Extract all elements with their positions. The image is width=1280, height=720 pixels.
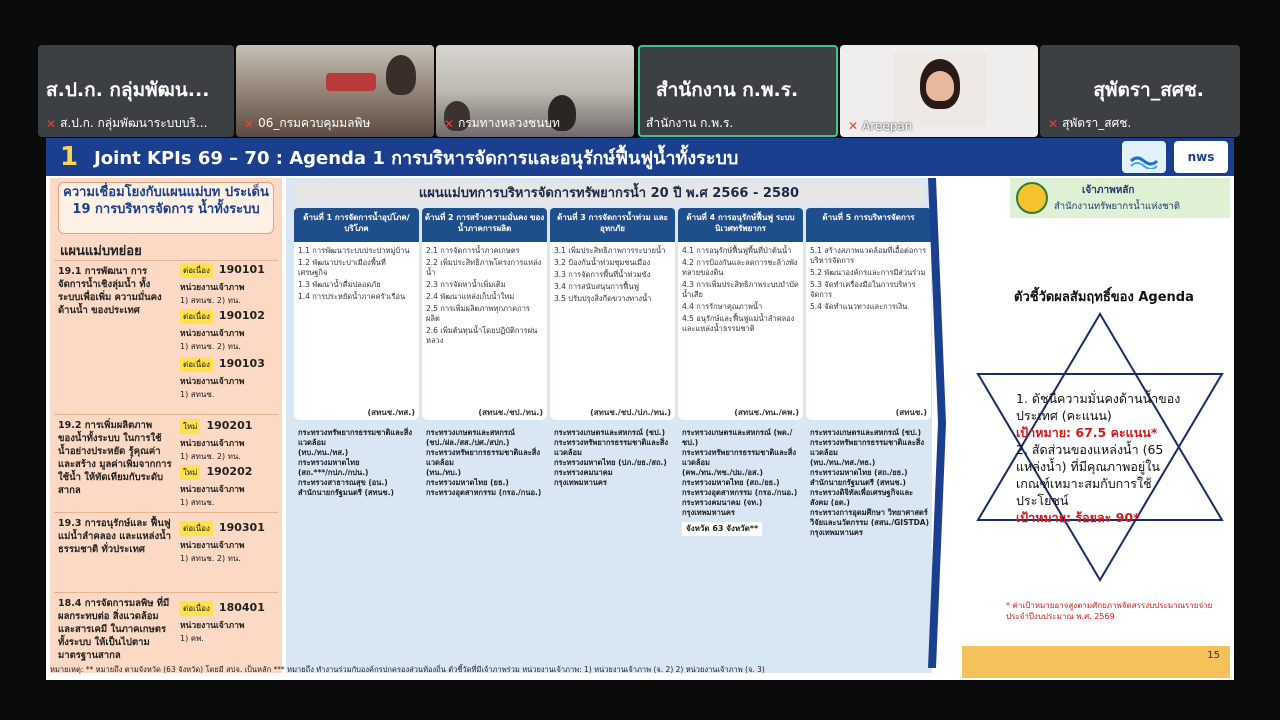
column-body: 2.1 การจัดการน้ำภาคเกษตร 2.2 เพิ่มประสิทธิภาพโครงการแหล่งน้ำ 2.3 การจัดหาน้ำเพิ่มเติม 2.4 พัฒนาแหล่งเก็บน้ำใหม่ 2.5 การเพิ่มผลิตภาพทุกภาคการผลิต 2.6 เพิ่มต้นทุนน้ำโดยปฏิบัติการฝนหลวง (สทนช./ชป./ทน.) <box>422 242 547 420</box>
column-agency-tag: (สทนช./ชป./ปภ./ทน.) <box>590 408 671 417</box>
column-heading: ด้านที่ 2 การสร้างความมั่นคง ของน้ำภาคการผลิต <box>422 208 547 242</box>
slide-title: Joint KPIs 69 – 70 : Agenda 1 การบริหารจัดการและอนุรักษ์ฟื้นฟูน้ำทั้งระบบ <box>94 147 739 169</box>
page-number: 15 <box>1207 650 1220 661</box>
arrow-divider <box>928 178 948 668</box>
agency-seal-icon <box>1016 182 1048 214</box>
column-heading: ด้านที่ 4 การอนุรักษ์ฟื้นฟู ระบบนิเวศทรัพยากร <box>678 208 803 242</box>
kpi-footnote: * ค่าเป้าหมายอาจสูงตามศักยภาพจัดสรรงบประมาณรายจ่ายประจำปีงบประมาณ พ.ศ. 2569 <box>1006 601 1213 621</box>
sub-plan-text: 19.3 การอนุรักษ์และ ฟื้นฟูแม่น้ำลำคลอง และแหล่งน้ำธรรมชาติ ทั่วประเทศ <box>58 518 171 555</box>
mic-off-icon: ✕ <box>46 116 57 131</box>
sub-plan-row <box>54 592 278 672</box>
column-body: 4.1 การอนุรักษ์ฟื้นฟูพื้นที่ป่าต้นน้ำ 4.2 การป้องกันและลดการชะล้างพังทลายของดิน 4.3 การเพิ่มประสิทธิภาพระบบบำบัดน้ำเสีย 4.4 การรักษาคุณภาพน้ำ 4.5 อนุรักษ์และฟื้นฟูแม่น้ำลำคลองและแหล่งน้ำธรรมชาติ (สทนช./ทน./คพ.) <box>678 242 803 420</box>
slide-footnote: หมายเหตุ: ** หมายถึง ตามจังหวัด (63 จังหวัด) โดยมี สปจ. เป็นหลัก *** หมายถึง ทำงานร่วมกับองค์กรปกครองส่วนท้องถิ่น ตัวชี้วัดที่มีเจ้าภาพร่วม หน่วยงานเจ้าภาพ: 1) หน่วยงานเจ้าภาพ (จ. 2) 2) หน่วยงานเจ้าภาพ (จ. 3) <box>50 665 765 674</box>
participant-video <box>894 53 986 127</box>
agency-list: กระทรวงทรัพยากรธรรมชาติและสิ่งแวดล้อม (ทบ./ทน./ทส.) กระทรวงมหาดไทย (สถ.***/กปภ./กปน.) กระทรวงสาธารณสุข (อน.) สำนักนายกรัฐมนตรี (สทนช.) <box>298 428 412 497</box>
sub-plan-row <box>54 260 278 412</box>
column-body: 1.1 การพัฒนาระบบประปาหมู่บ้าน 1.2 พัฒนาประปาเมืองพื้นที่เศรษฐกิจ 1.3 พัฒนาน้ำดื่มปลอดภัย 1.4 การประหยัดน้ำภาคครัวเรือน (สทนช./ทส.) <box>294 242 419 420</box>
plan-column-5 <box>806 208 931 538</box>
kpi-2: 2. สัดส่วนของแหล่งน้ำ (65 แหล่งน้ำ) ที่มีคุณภาพอยู่ในเกณฑ์เหมาะสมกับการใช้ประโยชน์ <box>1016 442 1164 508</box>
kpi-list <box>1016 390 1184 526</box>
slide-title-bar <box>46 138 1234 176</box>
agency-list: กระทรวงเกษตรและสหกรณ์ (ชป.) กระทรวงทรัพยากรธรรมชาติและสิ่งแวดล้อม (ทบ./ทน./ทส./ทธ.) กระทรวงมหาดไทย (สถ./ยธ.) สำนักนายกรัฐมนตรี (สทนช.) กระทรวงดิจิทัลเพื่อเศรษฐกิจและสังคม (อต.) กระทรวงการอุดมศึกษา วิทยาศาสตร์ วิจัยและนวัตกรรม (สสน./GISTDA) กรุงเทพมหานคร <box>810 428 930 537</box>
target-code: ต่อเนื่อง 190102 หน่วยงานเจ้าภาพ 1) สทนช. 2) ทน. <box>180 309 265 351</box>
water-logo-icon <box>1122 141 1166 173</box>
kpi-title: ตัวชี้วัดผลสัมฤทธิ์ของ Agenda <box>1014 290 1194 305</box>
column-body: 3.1 เพิ่มประสิทธิภาพการระบายน้ำ 3.2 ป้องกันน้ำท่วมชุมชนเมือง 3.3 การจัดการพื้นที่น้ำท่วมขัง 3.4 การสนับสนุนการฟื้นฟู 3.5 ปรับปรุงสิ่งกีดขวางทางน้ำ (สทนช./ชป./ปภ./ทน.) <box>550 242 675 420</box>
sub-plan-heading: แผนแม่บทย่อย <box>60 244 142 259</box>
participant-label: สำนักงาน ก.พ.ร. <box>646 116 734 130</box>
participant-label: ✕ กรมทางหลวงชนบท <box>444 116 560 131</box>
mic-off-icon: ✕ <box>244 116 255 131</box>
participant-tile-6[interactable] <box>1040 45 1240 137</box>
participant-label: ✕ 06_กรมควบคุมมลพิษ <box>244 116 371 131</box>
mic-off-icon: ✕ <box>444 116 455 131</box>
mic-off-icon: ✕ <box>848 119 859 133</box>
column-agency-tag: (สทนช./ทน./คพ.) <box>734 408 799 417</box>
participant-label: ✕ สุพัตรา_สศช. <box>1048 116 1132 131</box>
target-code: ใหม่ 190201 หน่วยงานเจ้าภาพ 1) สทนช. 2) ทน. <box>180 419 253 461</box>
avatar-face <box>926 71 954 101</box>
column-agency-tag: (สทนช.) <box>895 408 927 417</box>
kpi-panel <box>950 178 1232 673</box>
slide-number: 1 <box>60 142 79 172</box>
shared-slide <box>46 138 1234 680</box>
participant-label: ✕ Areepan <box>848 119 913 133</box>
target-code: ต่อเนื่อง 190301 หน่วยงานเจ้าภาพ 1) สทนช. 2) ทน. <box>180 521 265 563</box>
participant-tile-1[interactable] <box>38 45 234 137</box>
mic-off-icon: ✕ <box>1048 116 1059 131</box>
column-heading: ด้านที่ 5 การบริหารจัดการ <box>806 208 931 242</box>
plan-column-3 <box>550 208 675 488</box>
participant-tile-3[interactable] <box>436 45 634 137</box>
sub-plan-row <box>54 512 278 590</box>
participant-strip <box>38 45 1240 137</box>
target-code: ใหม่ 190202 หน่วยงานเจ้าภาพ 1) สทนช. <box>180 465 253 507</box>
plan-column-1 <box>294 208 419 498</box>
host-agency-box <box>1010 178 1230 218</box>
participant-big-name: ส.ป.ก. กลุ่มพัฒน... <box>46 79 210 101</box>
target-code: ต่อเนื่อง 190103 หน่วยงานเจ้าภาพ 1) สทนช. <box>180 357 265 399</box>
sub-plan-text: 18.4 การจัดการมลพิษ ที่มีผลกระทบต่อ สิ่งแวดล้อม และสารเคมี ในภาคเกษตรทั้งระบบ ให้เป็นไปตาม มาตรฐานสากล <box>58 598 170 661</box>
host-label: เจ้าภาพหลัก <box>1082 185 1135 196</box>
participant-tile-2[interactable] <box>236 45 434 137</box>
column-agency-tag: (สทนช./ทส.) <box>367 408 415 417</box>
master-plan-link-panel <box>50 178 282 673</box>
column-body: 5.1 สร้างสภาพแวดล้อมที่เอื้อต่อการบริหารจัดการ 5.2 พัฒนาองค์กรและการมีส่วนร่วม 5.3 จัดทำเครื่องมือในการบริหารจัดการ 5.4 จัดทำแนวทางและการเงิน (สทนช.) <box>806 242 931 420</box>
agency-list: กระทรวงเกษตรและสหกรณ์ (พด./ชป.) กระทรวงทรัพยากรธรรมชาติและสิ่งแวดล้อม (คพ./ทน./ทช./ปม./อส.) กระทรวงมหาดไทย (สถ./ยธ.) กระทรวงอุตสาหกรรม (กรอ./กนอ.) กระทรวงคมนาคม (จท.) กรุงเทพมหานคร จังหวัด 63 จังหวัด** <box>678 428 803 536</box>
nws-logo: nws <box>1174 141 1228 173</box>
target-code: ต่อเนื่อง 190101 หน่วยงานเจ้าภาพ 1) สทนช. 2) ทน. <box>180 263 265 305</box>
water-master-plan <box>286 178 932 673</box>
participant-video <box>386 55 416 95</box>
participant-tile-5[interactable] <box>840 45 1038 137</box>
column-heading: ด้านที่ 1 การจัดการน้ำอุปโภค/ บริโภค <box>294 208 419 242</box>
plan-column-2 <box>422 208 547 498</box>
host-name: สำนักงานทรัพยากรน้ำแห่งชาติ <box>1054 201 1181 212</box>
chair-shape <box>326 73 376 91</box>
kpi-2-target: เป้าหมาย: ร้อยละ 90* <box>1016 510 1140 525</box>
sub-plan-text: 19.1 การพัฒนา การจัดการน้ำเชิงลุ่มน้ำ ทั้งระบบเพื่อเพิ่ม ความมั่นคงด้านน้ำ ของประเทศ <box>58 266 162 316</box>
participant-label: ✕ ส.ป.ก. กลุ่มพัฒนาระบบบริ... <box>46 116 208 131</box>
kpi-1-target: เป้าหมาย: 67.5 คะแนน* <box>1016 425 1158 440</box>
master-plan-heading: แผนแม่บทการบริหารจัดการทรัพยากรน้ำ 20 ปี พ.ศ 2566 - 2580 <box>294 182 924 206</box>
participant-big-name: สำนักงาน ก.พ.ร. <box>656 79 799 101</box>
participant-tile-4[interactable] <box>638 45 838 137</box>
sub-plan-row <box>54 414 278 510</box>
target-code: ต่อเนื่อง 180401 หน่วยงานเจ้าภาพ 1) คพ. <box>180 601 265 643</box>
agency-list: กระทรวงเกษตรและสหกรณ์ (ชป.) กระทรวงทรัพยากรธรรมชาติและสิ่งแวดล้อม กระทรวงมหาดไทย (ปภ./ยธ./สถ.) กระทรวงคมนาคม กรุงเทพมหานคร <box>554 428 668 487</box>
participant-big-name: สุพัตรา_สศช. <box>1093 79 1204 101</box>
plan-column-4 <box>678 208 803 536</box>
column-heading: ด้านที่ 3 การจัดการน้ำท่วม และอุทกภัย <box>550 208 675 242</box>
column-agency-tag: (สทนช./ชป./ทน.) <box>478 408 543 417</box>
agency-list: กระทรวงเกษตรและสหกรณ์ (ชป./ฝล./สส./ปศ./สปก.) กระทรวงทรัพยากรธรรมชาติและสิ่งแวดล้อม (ทน./ทบ.) กระทรวงมหาดไทย (ยธ.) กระทรวงอุตสาหกรรม (กรอ./กนอ.) <box>426 428 542 497</box>
panel-heading: ความเชื่อมโยงกับแผนแม่บท ประเด็น 19 การบริหารจัดการ น้ำทั้งระบบ <box>58 182 274 234</box>
sub-plan-text: 19.2 การเพิ่มผลิตภาพ ของน้ำทั้งระบบ ในการใช้น้ำอย่างประหยัด รู้คุณค่า และสร้าง มูลค่าเพิ่มจากการใช้น้ำ ให้ทัดเทียมกับระดับสากล <box>58 420 172 496</box>
kpi-1: 1. ดัชนีความมั่นคงด้านน้ำของประเทศ (คะแนน) <box>1016 391 1181 423</box>
province-badge: จังหวัด 63 จังหวัด** <box>682 522 762 536</box>
